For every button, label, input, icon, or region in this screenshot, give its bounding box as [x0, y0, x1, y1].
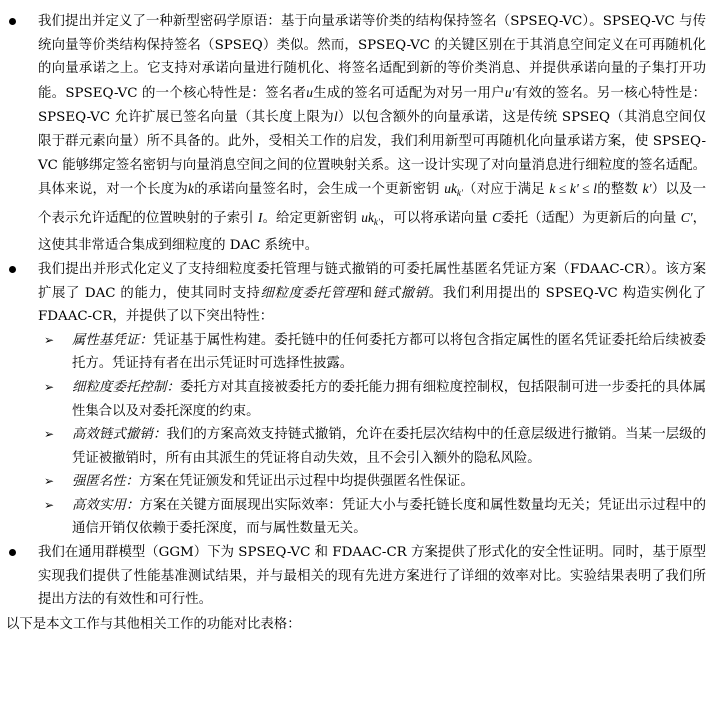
feature-list	[6, 329, 706, 541]
arrow-bullet-icon: ➢	[44, 474, 55, 489]
bullet-icon	[9, 18, 16, 25]
arrow-bullet-icon: ➢	[44, 332, 55, 347]
bullet-icon	[9, 266, 16, 273]
paragraph-text: 我们提出并定义了一种新型密码学原语：基于向量承诺等价类的结构保持签名（SPSEQ-VC）。SPSEQ-VC 与传统向量等价类结构保持签名（SPSEQ）类似。然而，SPSEQ-VC 的关键区别在于其消息空间定义在可再随机化的向量承诺之上。它支持对承诺向量进行随机化、将签名适配到新的等价类消息、并提供承诺向量的子集打开功能。SPSEQ-VC 的一个核心特性是：签名者u生成的签名可适配为对另一用户u'有效的签名。另一核心特性是：SPSEQ-VC 允许扩展已签名向量（其长度上限为l）以包含额外的向量承诺，这是传统 SPSEQ（其消息空间仅限于群元素向量）所不具备的。此外，受相关工作的启发，我们利用新型可再随机化向量承诺方案，使 SPSEQ-VC 能够绑定签名密钥与向量消息空间之间的位置映射关系。这一设计实现了对向量消息进行细粒度的签名适配。具体来说，对一个长度为k的承诺向量签名时，会生成一个更新密钥 $uk_{k'}$（对应于满足 k ≤ k' ≤ l的整数 k'）以及一个表示允许适配的位置映射的子索引 I。给定更新密钥 $uk_{k'}$，可以将承诺向量 C委托（适配）为更新后的向量 C'，这使其非常适合集成到细粒度的 DAC 系统中。	[38, 14, 707, 254]
contribution-item-spseq-vc	[6, 10, 706, 258]
paragraph-text: 我们在通用群模型（GGM）下为 SPSEQ-VC 和 FDAAC-CR 方案提供了形式化的安全性证明。同时，基于原型实现我们提供了性能基准测试结果，并与最相关的现有先进方案进行了详细的效率对比。实验结果表明了我们所提出方法的有效性和可行性。	[38, 545, 706, 608]
feature-item-efficiency: ➢ 高效实用：方案在关键方面展现出实际效率：凭证大小与委托链长度和属性数量均无关；凭证出示过程中的通信开销仅依赖于委托深度，而与属性数量无关。	[6, 494, 706, 541]
arrow-bullet-icon: ➢	[44, 379, 55, 394]
bullet-icon	[9, 549, 16, 556]
feature-item-chain-revocation: ➢ 高效链式撤销：我们的方案高效支持链式撤销，允许在委托层次结构中的任意层级进行撤销。当某一层级的凭证被撤销时，所有由其派生的凭证将自动失效，且不会引入额外的隐私风险。	[6, 423, 706, 470]
feature-item-strong-anonymity: ➢ 强匿名性：方案在凭证颁发和凭证出示过程中均提供强匿名性保证。	[6, 470, 706, 494]
feature-item-fine-grained-control: ➢ 细粒度委托控制：委托方对其直接被委托方的委托能力拥有细粒度控制权，包括限制可进一步委托的具体属性集合以及对委托深度的约束。	[6, 376, 706, 423]
trailing-sentence: 以下是本文工作与其他相关工作的功能对比表格：	[6, 616, 301, 632]
update-key-symbol: $uk_{k'}$	[444, 181, 463, 199]
arrow-bullet-icon: ➢	[44, 427, 55, 442]
paragraph-text: 我们提出并形式化定义了支持细粒度委托管理与链式撤销的可委托属性基匿名凭证方案（FDAAC-CR）。该方案扩展了 DAC 的能力，使其同时支持细粒度委托管理和链式撤销。我们利用提出的 SPSEQ-VC 构造实例化了 FDAAC-CR，并提供了以下突出特性：	[38, 261, 707, 325]
contribution-item-fdaac-cr	[6, 258, 706, 329]
contribution-item-security-proof	[6, 541, 706, 612]
feature-item-attribute-based: ➢ 属性基凭证：凭证基于属性构建。委托链中的任何委托方都可以将包含指定属性的匿名凭证委托给后续被委托方。凭证持有者在出示凭证时可选择性披露。	[6, 329, 706, 376]
update-key-symbol: $uk_{k'}$	[361, 209, 380, 227]
arrow-bullet-icon: ➢	[44, 497, 55, 512]
